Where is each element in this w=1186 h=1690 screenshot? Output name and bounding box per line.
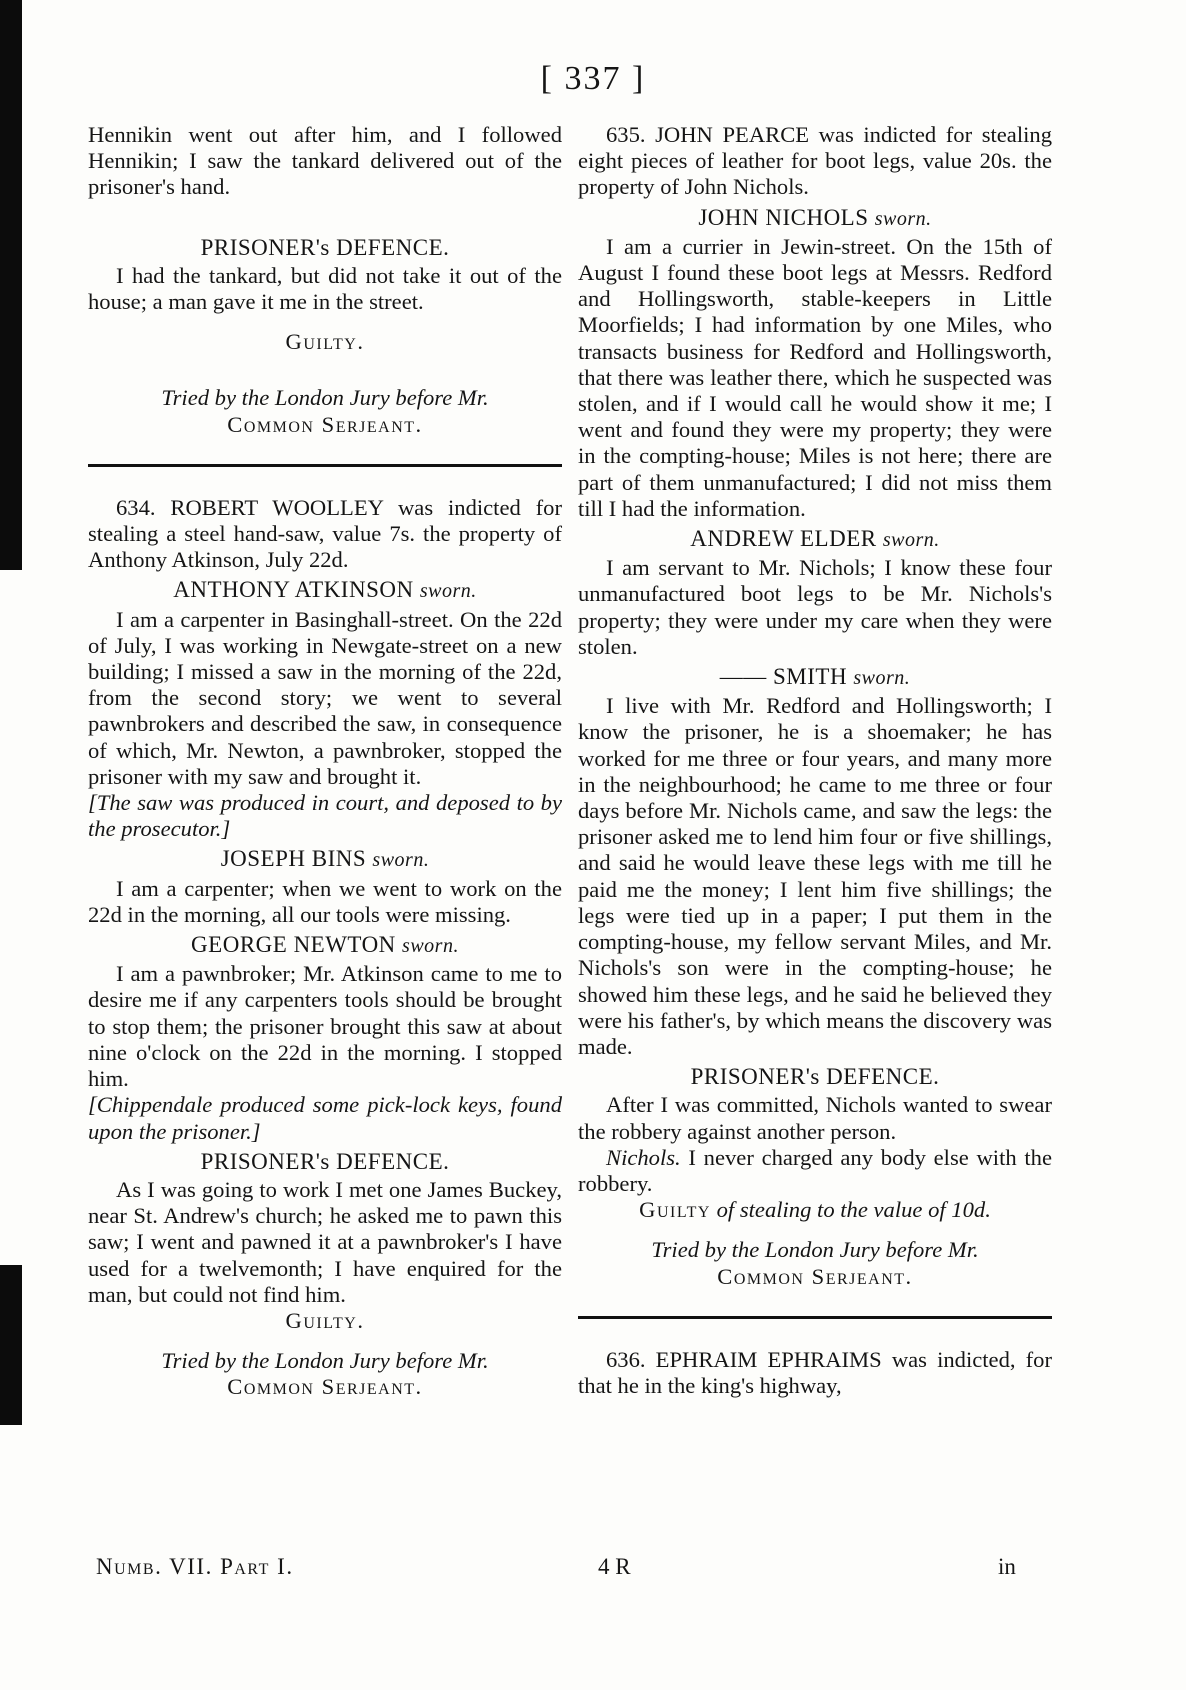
- witness-heading: [578, 664, 1052, 691]
- right-column: [578, 122, 1052, 1399]
- witness-heading: [578, 526, 1052, 553]
- sworn-label: sworn.: [419, 580, 477, 603]
- witness-heading: [578, 205, 1052, 232]
- case-634-intro: 634. ROBERT WOOLLEY was indicted for stealing a steel hand-saw, value 7s. the property of Anthony Atkinson, July 22d.: [88, 494, 562, 573]
- section-rule: [88, 464, 562, 467]
- defence-heading: PRISONER's DEFENCE.: [200, 234, 450, 260]
- witness-testimony: I am a pawnbroker; Mr. Atkinson came to me to desire me if any carpenters tools should be brought to stop them; the prisoner brought this saw at about nine o'clock on the 22d in the morning. I stopped him.: [88, 961, 562, 1092]
- tried-line: Tried by the London Jury before Mr.: [651, 1237, 979, 1263]
- scan-edge-bar-bottom: [0, 1265, 22, 1425]
- defence-text: I had the tankard, but did not take it out of the house; a man gave it me in the street.: [88, 262, 562, 315]
- court-note: [The saw was produced in court, and deposed to by the prosecutor.]: [88, 790, 562, 842]
- verdict-word: Guilty: [639, 1197, 711, 1223]
- witness-name: JOHN NICHOLS: [698, 204, 869, 230]
- witness-testimony: I am a currier in Jewin-street. On the 15th of August I found these boot legs at Messrs. Redford and Hollingsworth, stable-keepers in Little Moorfields; I had information by one Miles, who transacts business for Redford and Hollingsworth, that there was leather there, which he suspected was stolen, and if I would call he would show it me; I went and found they were my property; they were in the compting-house; Miles is not here; there are part of them unmanufactured; I did not miss them till I had the information.: [578, 233, 1052, 521]
- court-note: [Chippendale produced some pick-lock keys, found upon the prisoner.]: [88, 1092, 562, 1144]
- section-rule: [578, 1316, 1052, 1319]
- page-number: [ 337 ]: [540, 60, 646, 97]
- sworn-label: sworn.: [372, 849, 430, 872]
- signature-mark: 4 R: [598, 1554, 631, 1579]
- witness-testimony: I live with Mr. Redford and Hollingsworth; I know the prisoner, he is a shoemaker; he has worked for me three or four years, and many more in the neighbourhood; he came to me three or four days before Mr. Nichols came, and saw the legs: the prisoner asked me to lend him four or five shillings, and said he would leave these legs with me till he paid me the money; I lent him five shillings; the legs were tied up in a paper; I put them in the compting-house, my fellow servant Miles, and Mr. Nichols's son were in the compting-house; he showed him these legs, and he said he believed they were his father's, by which means the discovery was made.: [578, 693, 1052, 1059]
- speaker-name: Nichols.: [606, 1144, 681, 1170]
- witness-heading: [88, 932, 562, 959]
- witness-testimony: I am a carpenter; when we went to work on the 22d in the morning, all our tools were missing.: [88, 875, 562, 927]
- witness-name: ANDREW ELDER: [690, 526, 877, 552]
- verdict: Guilty.: [285, 329, 365, 355]
- case-636-intro: 636. EPHRAIM EPHRAIMS was indicted, for that he in the king's highway,: [578, 1346, 1052, 1398]
- verdict-detail: of stealing to the value of 10d.: [716, 1197, 991, 1223]
- witness-name: GEORGE NEWTON: [191, 932, 396, 958]
- page-footer-left: [96, 1554, 294, 1580]
- witness-name: ANTHONY ATKINSON: [173, 577, 414, 603]
- tried-judge: Common Serjeant.: [227, 1374, 423, 1400]
- catchword: in: [998, 1554, 1016, 1579]
- issue-label: Numb. VII. Part I.: [96, 1554, 294, 1579]
- verdict: Guilty.: [285, 1307, 365, 1333]
- page-footer-right: [598, 1554, 1016, 1580]
- defence-text: After I was committed, Nichols wanted to swear the robbery against another person.: [578, 1092, 1052, 1144]
- tried-judge: Common Serjeant.: [717, 1263, 913, 1289]
- tried-line: Tried by the London Jury before Mr.: [161, 385, 489, 411]
- sworn-label: sworn.: [853, 667, 911, 690]
- defence-heading: PRISONER's DEFENCE.: [200, 1148, 450, 1174]
- left-column: [88, 122, 562, 1401]
- witness-testimony: I am servant to Mr. Nichols; I know these four unmanufactured boot legs to be Mr. Nichols's property; they were under my care when they were stolen.: [578, 555, 1052, 659]
- defence-text: As I was going to work I met one James Buckey, near St. Andrew's church; he asked me to pawn this saw; I went and pawned it at a pawnbroker's I have used for a twelvemonth; I have enquired for the man, but could not find him.: [88, 1176, 562, 1307]
- nichols-reply: [578, 1145, 1052, 1197]
- sworn-label: sworn.: [402, 935, 459, 958]
- sworn-label: sworn.: [882, 529, 940, 552]
- witness-name: —— SMITH: [719, 664, 848, 690]
- witness-name: JOSEPH BINS: [220, 846, 367, 872]
- sworn-label: sworn.: [874, 207, 932, 230]
- reply-text: I never charged any body else with the robbery.: [578, 1144, 1052, 1196]
- tried-line: Tried by the London Jury before Mr.: [161, 1348, 489, 1374]
- verdict: [578, 1197, 1052, 1223]
- witness-heading: [88, 846, 562, 873]
- witness-testimony: I am a carpenter in Basinghall-street. On the 22d of July, I was working in Newgate-street on a new building; I missed a saw in the morning of the 22d, from the second story; we went to several pawnbrokers and described the saw, in consequence of which, Mr. Newton, a pawnbroker, stopped the prisoner with my saw and brought it.: [88, 606, 562, 789]
- continuation-text: Hennikin went out after him, and I followed Hennikin; I saw the tankard delivered out of the prisoner's hand.: [88, 122, 562, 200]
- case-635-intro: 635. JOHN PEARCE was indicted for stealing eight pieces of leather for boot legs, value 20s. the property of John Nichols.: [578, 122, 1052, 200]
- defence-heading: PRISONER's DEFENCE.: [690, 1064, 940, 1090]
- witness-heading: [88, 577, 562, 604]
- tried-judge: Common Serjeant.: [227, 411, 423, 437]
